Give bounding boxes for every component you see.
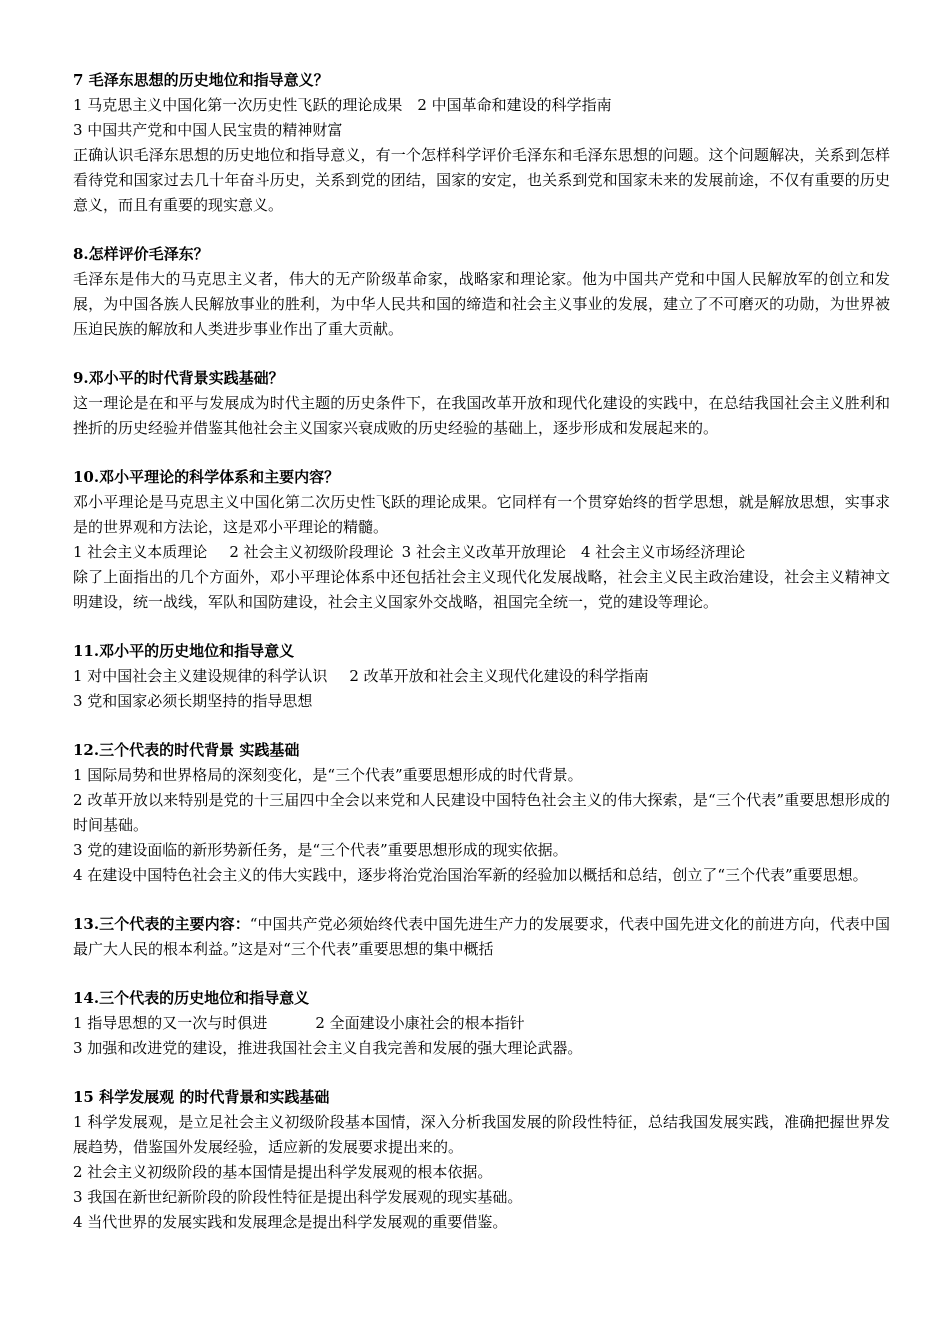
- section-heading: 13.三个代表的主要内容：: [73, 915, 250, 933]
- section-7: [73, 68, 890, 218]
- section-11: [73, 639, 890, 714]
- section-12: [73, 738, 890, 888]
- paragraph: 这一理论是在和平与发展成为时代主题的历史条件下，在我国改革开放和现代化建设的实践中，在总结我国社会主义胜利和挫折的历史经验并借鉴其他社会主义国家兴衰成败的历史经验的基础上，逐步形成和发展起来的。: [73, 394, 890, 437]
- list-item: 1 马克思主义中国化第一次历史性飞跃的理论成果: [73, 96, 403, 114]
- section-heading-tail: “中国共产党必须始终代表中国先进生产力的发展要求，代表中国先进文化的前进方向，代表中国最广大人民的根本利益。”这是对“三个代表”重要思想的集中概括: [73, 915, 890, 958]
- section-15: [73, 1085, 890, 1235]
- paragraph: 2 社会主义初级阶段的基本国情是提出科学发展观的根本依据。: [73, 1163, 493, 1181]
- section-10: [73, 465, 890, 615]
- list-line: [73, 1036, 890, 1061]
- paragraph: 4 在建设中国特色社会主义的伟大实践中，逐步将治党治国治军新的经验加以概括和总结，创立了“三个代表”重要思想。: [73, 866, 868, 884]
- list-item: 1 指导思想的又一次与时俱进: [73, 1014, 268, 1032]
- list-line: [73, 664, 890, 689]
- list-item: 4 社会主义市场经济理论: [580, 543, 746, 561]
- paragraph: 3 党的建设面临的新形势新任务，是“三个代表”重要思想形成的现实依据。: [73, 841, 568, 859]
- paragraph: 4 当代世界的发展实践和发展理念是提出科学发展观的重要借鉴。: [73, 1213, 508, 1231]
- list-item: 2 改革开放和社会主义现代化建设的科学指南: [349, 667, 649, 685]
- section-heading: 12.三个代表的时代背景 实践基础: [73, 741, 300, 759]
- list-line: [73, 689, 890, 714]
- list-item: 2 全面建设小康社会的根本指针: [315, 1014, 525, 1032]
- list-item: 2 中国革命和建设的科学指南: [417, 96, 612, 114]
- paragraph: 2 改革开放以来特别是党的十三届四中全会以来党和人民建设中国特色社会主义的伟大探索，是“三个代表”重要思想形成的时间基础。: [73, 791, 890, 834]
- section-heading: 11.邓小平的历史地位和指导意义: [73, 642, 295, 660]
- list-item: 1 社会主义本质理论: [73, 543, 208, 561]
- paragraph: 毛泽东是伟大的马克思主义者，伟大的无产阶级革命家，战略家和理论家。他为中国共产党和中国人民解放军的创立和发展，为中国各族人民解放事业的胜利，为中华人民共和国的缔造和社会主义事业的发展，建立了不可磨灭的功勋，为世界被压迫民族的解放和人类进步事业作出了重大贡献。: [73, 270, 890, 338]
- paragraph: 邓小平理论是马克思主义中国化第二次历史性飞跃的理论成果。它同样有一个贯穿始终的哲学思想，就是解放思想，实事求是的世界观和方法论，这是邓小平理论的精髓。: [73, 493, 890, 536]
- list-line: [73, 118, 890, 143]
- list-item: 1 对中国社会主义建设规律的科学认识: [73, 667, 328, 685]
- paragraph: 1 国际局势和世界格局的深刻变化，是“三个代表”重要思想形成的时代背景。: [73, 766, 583, 784]
- section-13: [73, 912, 890, 962]
- list-line: [73, 1011, 890, 1036]
- paragraph: 除了上面指出的几个方面外，邓小平理论体系中还包括社会主义现代化发展战略，社会主义民主政治建设，社会主义精神文明建设，统一战线，军队和国防建设，社会主义国家外交战略，祖国完全统一，党的建设等理论。: [73, 568, 890, 611]
- paragraph: 1 科学发展观，是立足社会主义初级阶段基本国情，深入分析我国发展的阶段性特征，总结我国发展实践，准确把握世界发展趋势，借鉴国外发展经验，适应新的发展要求提出来的。: [73, 1113, 890, 1156]
- section-heading: 9.邓小平的时代背景实践基础？: [73, 369, 284, 387]
- list-item: 3 党和国家必须长期坚持的指导思想: [73, 692, 313, 710]
- section-heading: 10.邓小平理论的科学体系和主要内容？: [73, 468, 340, 486]
- section-heading: 8.怎样评价毛泽东？: [73, 245, 209, 263]
- section-heading: 14.三个代表的历史地位和指导意义: [73, 989, 310, 1007]
- list-item: 3 社会主义改革开放理论: [401, 543, 566, 561]
- section-9: [73, 366, 890, 441]
- list-line: [73, 93, 890, 118]
- list-item: 3 中国共产党和中国人民宝贵的精神财富: [73, 121, 343, 139]
- section-heading: 15 科学发展观 的时代背景和实践基础: [73, 1088, 330, 1106]
- list-line: [73, 540, 890, 565]
- paragraph: 正确认识毛泽东思想的历史地位和指导意义，有一个怎样科学评价毛泽东和毛泽东思想的问题。这个问题解决，关系到怎样看待党和国家过去几十年奋斗历史，关系到党的团结，国家的安定，也关系到党和国家未来的发展前途，不仅有重要的历史意义，而且有重要的现实意义。: [73, 146, 890, 214]
- list-item: 2 社会主义初级阶段理论: [229, 543, 394, 561]
- section-14: [73, 986, 890, 1061]
- section-heading: 7 毛泽东思想的历史地位和指导意义？: [73, 71, 329, 89]
- paragraph: 3 我国在新世纪新阶段的阶段性特征是提出科学发展观的现实基础。: [73, 1188, 523, 1206]
- paragraph: [73, 912, 890, 962]
- list-item: 3 加强和改进党的建设，推进我国社会主义自我完善和发展的强大理论武器。: [73, 1039, 583, 1057]
- section-8: [73, 242, 890, 342]
